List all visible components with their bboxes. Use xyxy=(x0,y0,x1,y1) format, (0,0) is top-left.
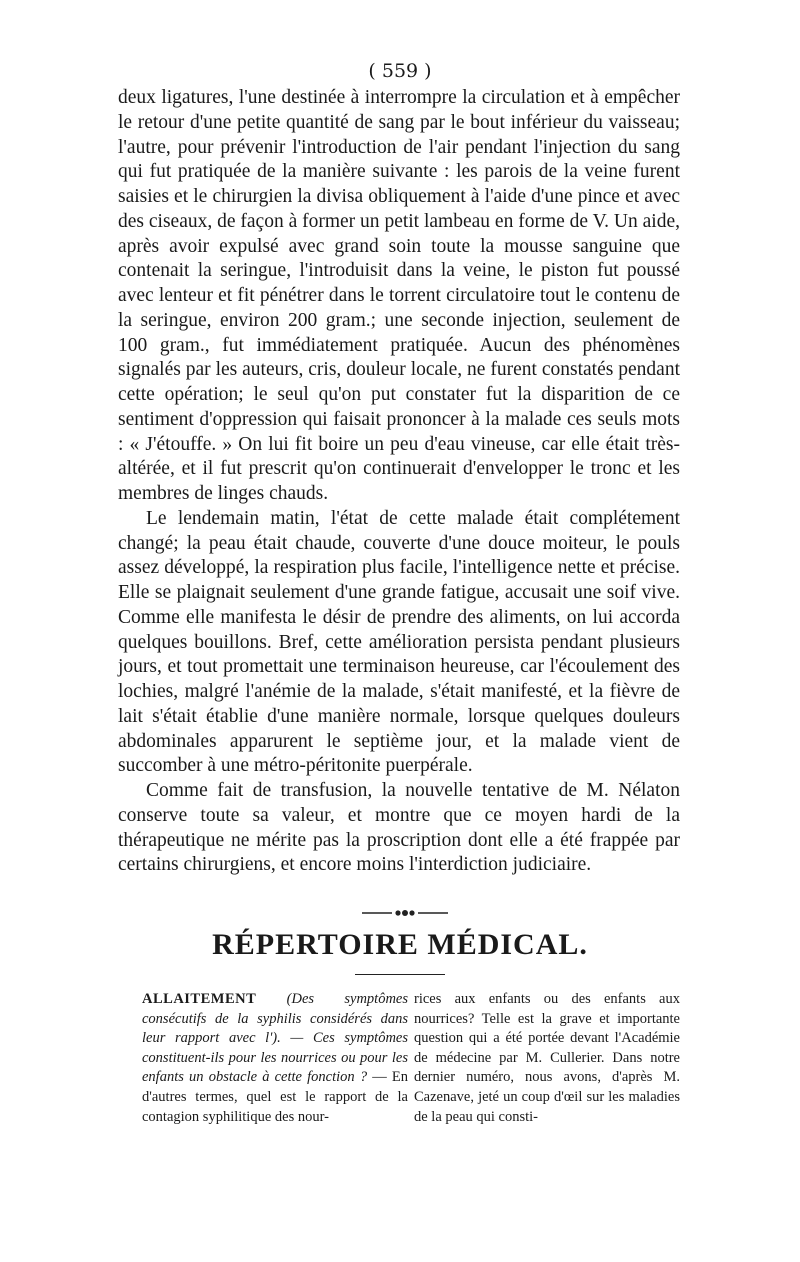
entry-left-column xyxy=(142,990,408,1127)
entry-right-column xyxy=(414,990,680,1127)
article-body xyxy=(118,86,680,878)
ornament-divider-icon xyxy=(362,909,448,917)
entry-left-text: — En d'autres termes, quel est le rapport de la contagion syphilitique des nour- xyxy=(142,1069,409,1125)
entry-paragraph xyxy=(142,990,408,1127)
body-paragraph-2: Le lendemain matin, l'état de cette malade était complétement changé; la peau était chaude, couverte d'une douce moiteur, le pouls assez développé, la respiration plus facile, l'intelligence nette et précise. Elle se plaignait seulement d'une grande fatigue, accusait une soif vive. Comme elle manifesta le désir de prendre des aliments, on lui accorda quelques bouillons. Bref, cette amélioration persista pendant plusieurs jours, et tout promettait une terminaison heureuse, car l'écoulement des lochies, malgré l'anémie de la malade, s'était manifesté, et la fièvre de lait s'était établie d'une manière normale, lorsque quelques douleurs abdominales apparurent le septième jour, et la malade vient de succomber à une métro-péritonite puerpérale. xyxy=(118,507,680,777)
entry-heading: ALLAITEMENT xyxy=(142,991,257,1007)
entry-right-text: rices aux enfants ou des enfants aux nourrices? Telle est la grave et importante question qui a été portée devant l'Académie de médecine par M. Cullerier. Dans notre dernier numéro, nous avons, d'après M. Cazenave, jeté un coup d'œil sur les maladies de la peau qui consti- xyxy=(414,991,680,1125)
body-paragraph-1: deux ligatures, l'une destinée à interrompre la circulation et à empêcher le retour d'une petite quantité de sang par le bout inférieur du vaisseau; l'autre, pour prévenir l'introduction de l'air pendant l'injection du sang qui fut pratiquée de la manière suivante : les parois de la veine furent saisies et le chirurgien la divisa obliquement à l'aide d'une pince et avec des ciseaux, de façon à former un petit lambeau en forme de V. Un aide, après avoir expulsé avec grand soin toute la mousse sanguine que contenait la seringue, l'introduisit dans la veine, le piston fut poussé avec lenteur et fit pénétrer dans le torrent circulatoire tout le contenu de la seringue, environ 200 gram.; une seconde injection, seulement de 100 gram., fut immédiatement pratiquée. Aucun des phénomènes signalés par les auteurs, cris, douleur locale, ne furent constatés pendant cette opération; le seul qu'on put constater fut la disparition de ce sentiment d'oppression qui faisait prononcer à la malade ces seuls mots : « J'étouffe. » On lui fit boire un peu d'eau vineuse, car elle était très-altérée, et il fut prescrit qu'on continuerait d'envelopper le tronc et les membres de linges chauds. xyxy=(118,87,680,504)
title-rule xyxy=(355,974,445,975)
page-number: ( 559 ) xyxy=(368,60,432,82)
body-paragraph-3: Comme fait de transfusion, la nouvelle tentative de M. Nélaton conserve toute sa valeur, et montre que ce moyen hardi de la thérapeutique ne mérite pas la proscription dont elle a été frappée par certains chirurgiens, et encore moins l'interdiction judiciaire. xyxy=(118,780,680,876)
entry-subtitle: (Des symptômes consécutifs de la syphilis considérés dans leur rapport avec l'). — Ces symptômes constituent-ils pour les nourrices ou pour les enfants un obstacle à cette fonction ? xyxy=(142,991,408,1086)
section-title: RÉPERTOIRE MÉDICAL. xyxy=(212,928,588,961)
